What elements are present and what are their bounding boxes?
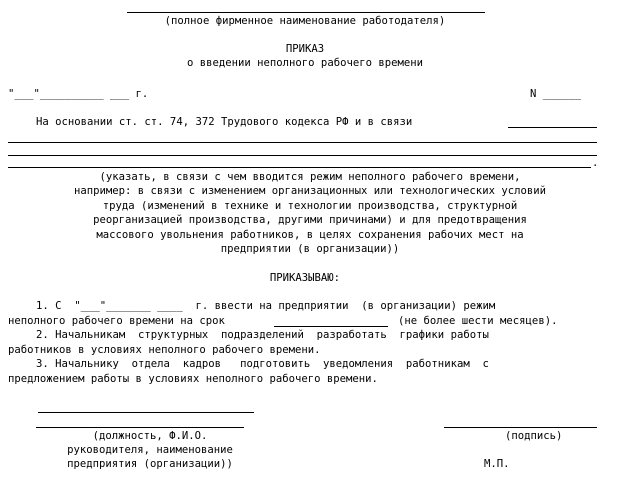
position-caption-line-2: руководителя, наименование xyxy=(67,444,233,456)
order-command: ПРИКАЗЫВАЮ: xyxy=(269,272,341,284)
basis-blank-4 xyxy=(8,167,591,168)
basis-note-line-4: реорганизацией производства, другими причинами) и для предотвращения xyxy=(93,214,527,226)
item-1-line-1: 1. С "___"_______ ____ г. ввести на предприятии (в организации) режим xyxy=(36,300,496,312)
position-line-1 xyxy=(38,412,254,413)
item-2-line-1: 2. Начальникам структурных подразделений разработать графики работы xyxy=(36,329,489,341)
item-2-line-2: работников в условиях неполного рабочего времени. xyxy=(8,344,321,356)
signature-caption: (подпись) xyxy=(505,430,563,442)
basis-note-line-6: предприятии (в организации)) xyxy=(220,243,400,255)
item-1-line-2b: (не более шести месяцев). xyxy=(398,315,558,327)
basis-blank-2 xyxy=(8,142,597,143)
basis-note-line-3: труда (изменений в технике и технологии производства, структурной xyxy=(102,200,518,212)
order-number-line: N ______ xyxy=(530,88,582,100)
basis-line: На основании ст. ст. 74, 372 Трудового кодекса РФ и в связи xyxy=(36,116,413,128)
employer-caption: (полное фирменное наименование работодателя) xyxy=(164,15,446,27)
item-3-line-1: 3. Начальнику отдела кадров подготовить уведомления работникам с xyxy=(36,358,489,370)
stamp-label: М.П. xyxy=(484,458,510,470)
basis-blank-1 xyxy=(508,127,597,128)
position-caption-line-3: предприятия (организации)) xyxy=(67,458,233,470)
item-3-line-2: предложением работы в условиях неполного рабочего времени. xyxy=(8,373,378,385)
position-line-2 xyxy=(36,427,244,428)
employer-name-line xyxy=(127,12,485,13)
item-1-term-blank xyxy=(274,326,388,327)
order-date-line: "___"__________ ___ г. xyxy=(8,88,149,100)
basis-period: . xyxy=(592,157,599,169)
position-caption-line-1: (должность, Ф.И.О. xyxy=(92,430,208,442)
basis-blank-3 xyxy=(8,155,597,156)
signature-line xyxy=(444,427,597,428)
order-title: ПРИКАЗ xyxy=(285,43,325,55)
basis-note-line-1: (указать, в связи с чем вводится режим неполного рабочего времени, xyxy=(99,171,521,183)
item-1-line-2a: неполного рабочего времени на срок xyxy=(8,315,225,327)
order-subtitle: о введении неполного рабочего времени xyxy=(187,57,423,69)
basis-note-line-5: массового увольнения работников, в целях сохранения рабочих мест на xyxy=(96,229,524,241)
basis-note-line-2: например: в связи с изменением организационных или технологических условий xyxy=(74,185,546,197)
